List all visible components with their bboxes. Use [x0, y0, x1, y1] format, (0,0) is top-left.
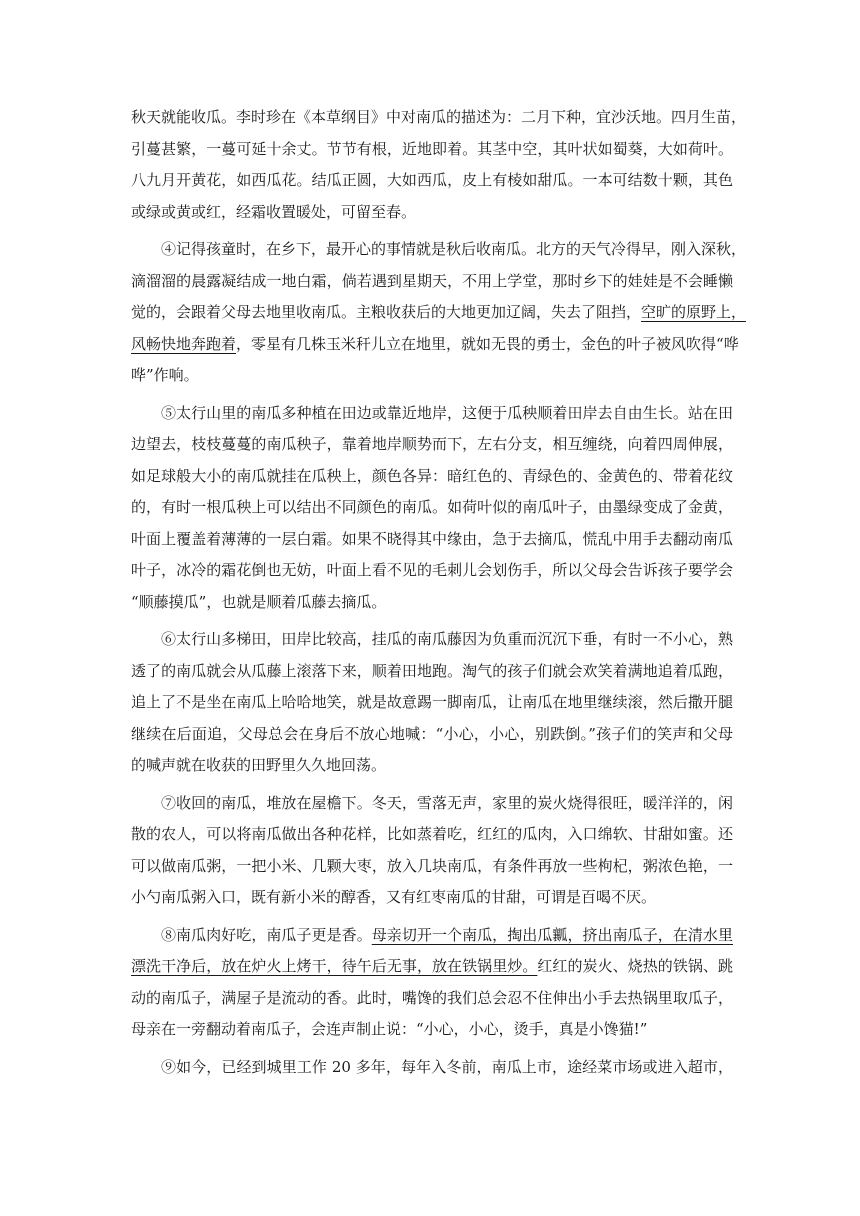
- paragraph-8: [131, 920, 733, 1046]
- text-line: 引蔓甚繁，一蔓可延十余丈。节节有根，近地即着。其茎中空，其叶状如蜀葵，大如荷叶。: [131, 139, 733, 158]
- text-line: 秋天就能收瓜。李时珍在《本草纲目》中对南瓜的描述为：二月下种，宜沙沃地。四月生苗，: [131, 108, 747, 126]
- paragraph-3-continued: [131, 102, 747, 228]
- paragraph-4: [131, 234, 747, 392]
- text-line: [131, 297, 747, 329]
- text-line: ⑤太行山里的南瓜多种植在田边或靠近地岸，这便于瓜秧顺着田岸去自由生长。站在田: [161, 403, 733, 422]
- text-line: ⑨如今，已经到城里工作 20 多年，每年入冬前，南瓜上市，途经菜市场或进入超市，: [161, 1057, 733, 1076]
- text-line: 母亲在一旁翻动着南瓜子，会连声制止说：“小心，小心，烫手，真是小馋猫!”: [131, 1020, 648, 1038]
- paragraph-7: [131, 788, 733, 914]
- paragraph-6: [131, 624, 733, 782]
- underlined-sentence: 母亲切开一个南瓜，掏出瓜瓤，挤出南瓜子，在清水里: [371, 925, 733, 944]
- text-line: 八九月开黄花，如西瓜花。结瓜正圆，大如西瓜，皮上有棱如甜瓜。一本可结数十颗，其色: [131, 171, 733, 189]
- text-segment: 红红的炭火、烧热的铁锅、跳: [537, 957, 733, 975]
- text-line: ④记得孩童时，在乡下，最开心的事情就是秋后收南瓜。北方的天气冷得早，刚入深秋，: [161, 240, 747, 258]
- text-line: 透了的南瓜就会从瓜藤上滚落下来，顺着田地跑。淘气的孩子们就会欢笑着满地追着瓜跑，: [131, 661, 733, 680]
- text-line: 如足球般大小的南瓜就挂在瓜秧上，颜色各异：暗红色的、青绿色的、金黄色的、带着花纹: [131, 466, 733, 485]
- text-line: 滴溜溜的晨露凝结成一地白霜，倘若遇到星期天，不用上学堂，那时乡下的娃娃是不会睡懒: [131, 271, 733, 290]
- text-segment: 觉的，会跟着父母去地里收南瓜。主粮收获后的大地更加辽阔，失去了阻挡，: [131, 303, 642, 321]
- underlined-sentence: 漂洗干净后，放在炉火上烤干，待午后无事，放在铁锅里炒。: [131, 957, 538, 975]
- text-line: [131, 951, 733, 983]
- text-line: “顺藤摸瓜”，也就是顺着瓜藤去摘瓜。: [131, 592, 387, 611]
- text-line: ⑥太行山多梯田，田岸比较高，挂瓜的南瓜藤因为负重而沉沉下垂，有时一不小心，熟: [161, 630, 733, 648]
- text-line: ⑦收回的南瓜，堆放在屋檐下。冬天，雪落无声，家里的炭火烧得很旺，暖洋洋的，闲: [161, 793, 733, 812]
- essay-body: [131, 102, 747, 1089]
- text-line: [131, 329, 739, 361]
- text-line: 追上了不是坐在南瓜上哈哈地笑，就是故意踢一脚南瓜，让南瓜在地里继续滚，然后撒开腿: [131, 693, 733, 711]
- text-line: 散的农人，可以将南瓜做出各种花样，比如蒸着吃，红红的瓜肉，入口绵软、甘甜如蜜。还: [131, 825, 733, 843]
- text-line: 哗”作响。: [131, 366, 199, 384]
- text-line: 可以做南瓜粥，一把小米、几颗大枣，放入几块南瓜，有条件再放一些枸杞，粥浓色艳，一: [131, 856, 733, 875]
- paragraph-9: [131, 1052, 733, 1084]
- text-line: [131, 920, 733, 952]
- text-line: 继续在后面追，父母总会在身后不放心地喊：“小心，小心，别跌倒。”孩子们的笑声和父母: [131, 724, 733, 743]
- paragraph-5: [131, 398, 733, 619]
- text-segment: ⑧南瓜肉好吃，南瓜子更是香。: [161, 925, 372, 944]
- text-line: 叶面上覆盖着薄薄的一层白霜。如果不晓得其中缘由，急于去摘瓜，慌乱中用手去翻动南瓜: [131, 529, 733, 548]
- text-segment: ，零星有几株玉米秆儿立在地里，就如无畏的勇士，金色的叶子被风吹得“哗: [236, 334, 739, 353]
- text-line: 小勺南瓜粥入口，既有新小米的醇香，又有红枣南瓜的甘甜，可谓是百喝不厌。: [131, 888, 657, 906]
- text-line: 的喊声就在收获的田野里久久地回荡。: [131, 756, 387, 774]
- underlined-sentence: 空旷的原野上，: [641, 303, 747, 321]
- underlined-sentence: 风畅快地奔跑着: [131, 334, 237, 353]
- text-line: 或绿或黄或红，经霜收置暖处，可留至春。: [131, 202, 417, 221]
- text-line: 边望去，枝枝蔓蔓的南瓜秧子，靠着地岸顺势而下，左右分支，相互缠绕，向着四周伸展，: [131, 435, 733, 453]
- text-line: 动的南瓜子，满屋子是流动的香。此时，嘴馋的我们总会忍不住伸出小手去热锅里取瓜子，: [131, 988, 733, 1007]
- text-line: 的，有时一根瓜秧上可以结出不同颜色的南瓜。如荷叶似的南瓜叶子，由墨绿变成了金黄，: [131, 498, 733, 516]
- text-line: 叶子，冰冷的霜花倒也无妨，叶面上看不见的毛刺儿会划伤手，所以父母会告诉孩子要学会: [131, 561, 733, 579]
